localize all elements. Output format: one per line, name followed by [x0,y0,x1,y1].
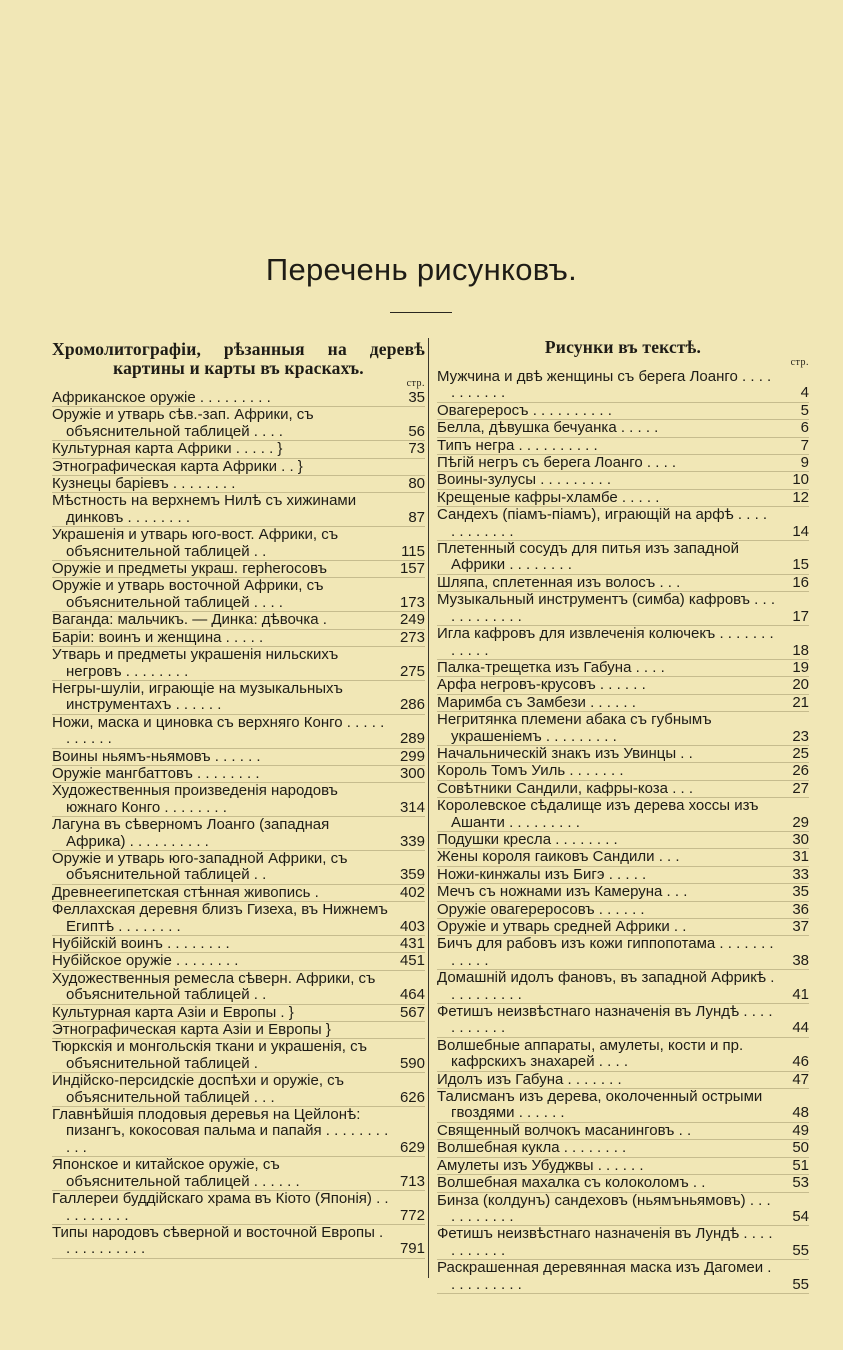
entry-title: Волшебная махалка съ колоколомъ . . [437,1174,706,1192]
entry-page-number: 14 [792,522,809,540]
list-item [52,527,425,561]
entry-page-number: 273 [399,628,425,646]
list-item [437,369,809,403]
entry-page-number: 50 [792,1139,809,1157]
entry-title: Фетишъ неизвѣстнаго назначенія въ Лундѣ . . . . . . . . . . . [437,1003,773,1037]
entry-title: Крещеные кафры-хламбе . . . . . [437,488,660,506]
list-item [437,438,809,455]
entry-title: Мѣстность на верхнемъ Нилѣ съ хижинами динковъ . . . . . . . . [52,492,357,526]
entry-title: Король Томъ Уиль . . . . . . . [437,762,624,780]
entry-title: Совѣтники Сандили, кафры-коза . . . [437,779,694,797]
list-item [437,902,809,919]
entry-title: Амулеты изъ Убуджвы . . . . . . [437,1156,644,1174]
entry-title: Волшебная кукла . . . . . . . . [437,1139,627,1157]
entry-title: Бинза (колдунъ) сандеховъ (ньямъньямовъ) . . . . . . . . . . . [437,1191,771,1225]
entry-page-number: 30 [792,830,809,848]
entry-title: Воины-зулусы . . . . . . . . . [437,471,612,489]
entry-page-number: 53 [792,1174,809,1192]
entry-title: Кузнецы баріевъ . . . . . . . . [52,475,236,493]
entry-title: Идолъ изъ Габуна . . . . . . . [437,1070,622,1088]
entry-page-number: 6 [800,419,809,437]
entry-title: Галлереи буддійскаго храма въ Кіото (Японія) . . . . . . . . . . [52,1190,389,1224]
list-item [52,1022,425,1039]
entry-title: Воины ньямъ-ньямовъ . . . . . . [52,747,261,765]
list-item [437,541,809,575]
list-item [437,781,809,798]
list-item [437,1140,809,1157]
entry-page-number: 15 [792,556,809,574]
left-entry-list [52,390,425,1259]
entry-page-number: 73 [408,440,425,458]
list-item [437,403,809,420]
entry-title: Нубійскій воинъ . . . . . . . . [52,935,230,952]
entry-page-number: 10 [792,471,809,489]
entry-page-number: 19 [792,658,809,676]
entry-title: Африканское оружіе . . . . . . . . . [52,389,271,406]
entry-page-number: 713 [399,1172,425,1190]
list-item [437,712,809,746]
entry-title: Этнографическая карта Азіи и Европы } [52,1021,331,1039]
entry-title: Главнѣйшія плодовыя деревья на Цейлонѣ: пизангъ, кокосовая пальма и папайя . . . . . . . . . . . [52,1106,389,1156]
entry-title: Типъ негра . . . . . . . . . . [437,436,598,454]
entry-page-number: 37 [792,918,809,935]
entry-page-number: 55 [792,1275,809,1293]
list-item [437,746,809,763]
list-item [437,592,809,626]
entry-title: Тюркскія и монгольскія ткани и украшенія, съ объяснительной таблицей . [52,1038,367,1072]
entry-page-number: 403 [399,917,425,935]
list-item [52,1191,425,1225]
list-item [52,817,425,851]
entry-page-number: 431 [399,935,425,952]
list-item [437,575,809,592]
entry-title: Художественныя произведенія народовъ южнаго Конго . . . . . . . . [52,782,338,816]
entry-title: Оружіе и утварь средней Африки . . [437,918,687,935]
right-column-heading: Рисунки въ текстѣ. [544,337,702,357]
list-item [437,626,809,660]
entry-title: Священный волчокъ масанинговъ . . [437,1121,692,1139]
entry-title: Игла кафровъ для извлеченія колючекъ . . . . . . . . . . . . [437,625,774,659]
list-item [52,578,425,612]
list-item [437,677,809,694]
entry-title: Оружіе и утварь юго-западной Африки, съ объяснительной таблицей . . [52,849,348,884]
entry-page-number: 46 [792,1053,809,1071]
entry-page-number: 54 [792,1207,809,1225]
entry-page-number: 49 [792,1121,809,1139]
entry-page-number: 47 [792,1070,809,1088]
entry-title: Оружіе и утварь восточной Африки, съ объяснительной таблицей . . . . [52,577,324,611]
list-item [437,507,809,541]
list-item [437,919,809,936]
entry-page-number: 249 [399,611,425,629]
list-item [437,867,809,884]
entry-page-number: 115 [401,542,425,560]
entry-title: Волшебные аппараты, амулеты, кости и пр. кафрскихъ знахарей . . . . [437,1036,744,1071]
entry-title: Музыкальный инструментъ (симба) кафровъ . . . . . . . . . . . . [437,591,776,625]
list-item [437,1226,809,1260]
list-item [52,749,425,766]
entry-page-number: 299 [399,747,425,765]
entry-page-number: 31 [792,848,809,866]
entry-page-number: 33 [792,865,809,883]
entry-page-number: 17 [792,607,809,625]
entry-title: Белла, дѣвушка бечуанка . . . . . [437,419,659,437]
entry-page-number: 5 [800,401,809,419]
list-item [437,1072,809,1089]
list-item [52,647,425,681]
entry-page-number: 7 [800,436,809,454]
entry-page-number: 16 [792,573,809,591]
list-item [52,476,425,493]
entry-title: Пѣгій негръ съ берега Лоанго . . . . [437,454,677,472]
entry-title: Феллахская деревня близъ Гизеха, въ Нижнемъ Египтѣ . . . . . . . . [52,901,388,935]
list-item [52,1073,425,1107]
entry-title: Украшенія и утварь юго-вост. Африки, съ объяснительной таблицей . . [52,526,339,560]
entry-page-number: 289 [399,730,425,748]
list-item [437,1193,809,1227]
entry-page-number: 590 [399,1054,425,1072]
list-item [437,1004,809,1038]
entry-title: Лагуна въ сѣверномъ Лоанго (западная Африка) . . . . . . . . . . [52,816,330,850]
entry-page-number: 41 [792,985,809,1003]
entry-title: Жены короля гаиковъ Сандили . . . [437,848,680,866]
list-item [52,766,425,783]
list-item [52,493,425,527]
entry-title: Плетенный сосудъ для питья изъ западной Африки . . . . . . . . [437,540,739,574]
entry-page-number: 451 [399,952,425,970]
list-item [52,407,425,441]
entry-title: Культурная карта Азіи и Европы . } [52,1003,294,1021]
list-item [437,832,809,849]
entry-title: Шляпа, сплетенная изъ волосъ . . . [437,573,681,591]
entry-page-number: 51 [792,1156,809,1174]
list-item [437,1260,809,1294]
entry-page-number: 56 [408,422,425,440]
entry-title: Палка-трещетка изъ Габуна . . . . [437,658,665,676]
entry-title: Негритянка племени абака съ губнымъ украшеніемъ . . . . . . . . . [437,711,712,745]
entry-page-number: 339 [399,832,425,850]
entry-page-number: 173 [399,593,425,611]
entry-page-number: 38 [792,951,809,969]
list-item [52,1005,425,1022]
entry-page-number: 359 [399,866,425,884]
entry-page-number: 12 [792,488,809,506]
list-item [437,455,809,472]
column-divider [428,338,429,1278]
entry-title: Оружіе и утварь сѣв.-зап. Африки, съ объяснительной таблицей . . . . [52,406,314,440]
entry-title: Культурная карта Африки . . . . . } [52,440,283,458]
list-item [52,441,425,458]
entry-title: Арфа негровъ-крусовъ . . . . . . [437,676,646,694]
entry-title: Оружіе овагереросовъ . . . . . . [437,900,645,918]
entry-title: Мечъ съ ножнами изъ Камеруна . . . [437,883,688,901]
list-item [437,970,809,1004]
list-item [437,695,809,712]
entry-page-number: 772 [399,1206,425,1224]
list-item [437,884,809,901]
list-item [437,849,809,866]
entry-title: Сандехъ (піамъ-піамъ), играющій на арфѣ . . . . . . . . . . . . [437,506,768,540]
entry-title: Японское и китайское оружіе, съ объяснительной таблицей . . . . . . [52,1156,300,1190]
entry-page-number: 48 [792,1104,809,1122]
left-column [52,340,425,1259]
entry-page-number: 80 [408,475,425,493]
entry-page-number: 157 [399,560,425,578]
list-item [52,851,425,885]
entry-title: Баріи: воинъ и женщина . . . . . [52,628,264,646]
entry-page-number: 567 [399,1003,425,1021]
list-item [52,953,425,970]
entry-page-number: 626 [399,1088,425,1106]
entry-title: Этнографическая карта Африки . . } [52,457,303,475]
list-item [437,1158,809,1175]
entry-page-number: 25 [792,744,809,762]
entry-title: Утварь и предметы украшенія нильскихъ негровъ . . . . . . . . [52,646,339,680]
entry-page-number: 20 [792,676,809,694]
entry-title: Негры-шуліи, играющіе на музыкальныхъ инструментахъ . . . . . . [52,679,343,714]
list-item [52,1039,425,1073]
list-item [52,1157,425,1191]
page-column-label: стр. [790,357,809,368]
entry-title: Раскрашенная деревянная маска изъ Дагомеи . . . . . . . . . . [437,1259,772,1293]
entry-title: Оружіе мангбаттовъ . . . . . . . . [52,764,260,782]
entry-page-number: 300 [399,764,425,782]
list-item [52,1225,425,1259]
list-item [52,630,425,647]
page-title: Перечень рисунковъ. [265,252,578,287]
list-item [437,763,809,780]
right-column [437,338,809,1294]
entry-page-number: 26 [792,762,809,780]
list-item [52,1107,425,1157]
right-entry-list [437,369,809,1294]
list-item [52,902,425,936]
entry-title: Типы народовъ сѣверной и восточной Европы . . . . . . . . . . . [52,1223,384,1258]
entry-page-number: 629 [399,1138,425,1156]
entry-page-number: 29 [792,813,809,831]
list-item [437,1123,809,1140]
list-item [437,798,809,832]
entry-page-number: 35 [408,389,425,406]
list-item [52,681,425,715]
entry-page-number: 23 [792,727,809,745]
list-item [52,390,425,407]
list-item [52,971,425,1005]
entry-title: Маримба съ Замбези . . . . . . [437,693,636,711]
entry-title: Королевское сѣдалище изъ дерева хоссы изъ Ашанти . . . . . . . . . [437,797,759,831]
list-item [437,1175,809,1192]
entry-page-number: 44 [792,1019,809,1037]
entry-page-number: 35 [792,883,809,901]
entry-page-number: 36 [792,900,809,918]
entry-page-number: 275 [399,662,425,680]
title-rule [390,312,452,313]
entry-page-number: 791 [399,1240,425,1258]
list-item [52,459,425,476]
entry-page-number: 27 [792,779,809,797]
list-item [437,1089,809,1123]
entry-title: Начальническій знакъ изъ Увинцы . . [437,744,693,762]
entry-page-number: 286 [399,696,425,714]
entry-title: Подушки кресла . . . . . . . . [437,830,618,848]
entry-title: Овагереросъ . . . . . . . . . . [437,401,612,419]
left-column-heading: Хромолитографіи, рѣзанныя на деревѣ картины и карты въ краскахъ. [52,339,425,378]
entry-title: Древнеегипетская стѣнная живопись . [52,883,319,901]
entry-title: Художественныя ремесла сѣверн. Африки, съ объяснительной таблицей . . [52,969,376,1004]
list-item [437,420,809,437]
list-item [52,936,425,953]
entry-title: Оружіе и предметы украш. герherосовъ [52,560,327,578]
entry-page-number: 9 [800,454,809,472]
entry-page-number: 87 [408,508,425,526]
entry-title: Ваганда: мальчикъ. — Динка: дѣвочка . [52,611,327,629]
list-item [52,783,425,817]
entry-page-number: 55 [792,1241,809,1259]
entry-title: Бичъ для рабовъ изъ кожи гиппопотама . . . . . . . . . . . . [437,935,774,969]
entry-title: Домашній идолъ фановъ, въ западной Африкѣ . . . . . . . . . . [437,969,775,1003]
list-item [437,490,809,507]
entry-page-number: 464 [399,986,425,1004]
entry-page-number: 4 [800,384,809,402]
entry-page-number: 314 [399,798,425,816]
entry-title: Нубійское оружіе . . . . . . . . [52,952,239,970]
entry-title: Ножи, маска и циновка съ верхняго Конго . . . . . . . . . . . [52,713,385,748]
entry-page-number: 18 [792,641,809,659]
entry-title: Фетишъ неизвѣстнаго назначенія въ Лундѣ . . . . . . . . . . . [437,1225,773,1259]
list-item [437,660,809,677]
list-item [52,561,425,578]
entry-page-number: 21 [792,693,809,711]
entry-title: Мужчина и двѣ женщины съ берега Лоанго . . . . . . . . . . . [437,368,772,402]
list-item [437,1038,809,1072]
list-item [437,472,809,489]
entry-title: Талисманъ изъ дерева, околоченный острыми гвоздями . . . . . . [437,1088,763,1122]
entry-title: Ножи-кинжалы изъ Бигэ . . . . . [437,865,647,883]
list-item [437,936,809,970]
list-item [52,885,425,902]
list-item [52,612,425,629]
entry-page-number: 402 [399,883,425,901]
page-column-label: стр. [406,378,425,389]
list-item [52,715,425,749]
entry-title: Индійско-персидскіе доспѣхи и оружіе, съ объяснительной таблицей . . . [52,1072,345,1106]
